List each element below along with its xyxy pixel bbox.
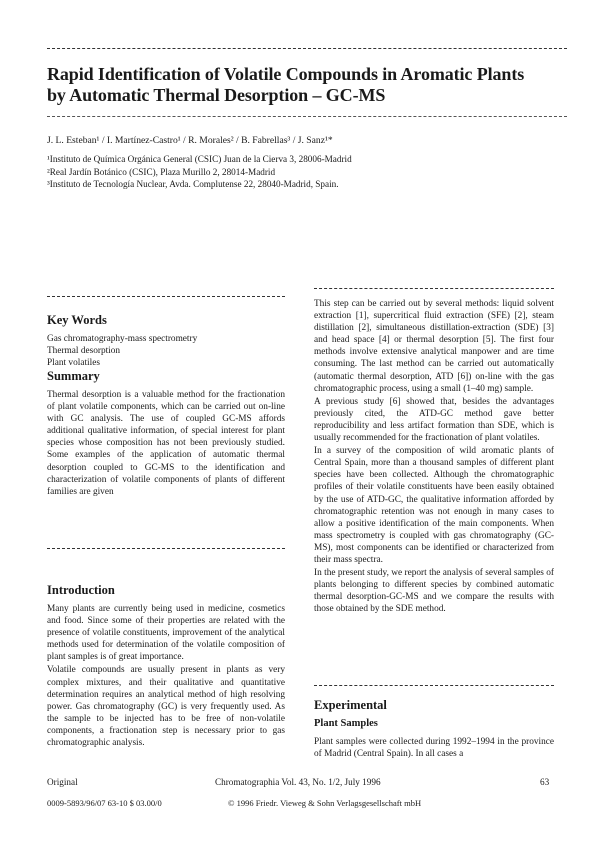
summary-heading: Summary bbox=[47, 369, 100, 383]
introduction-text bbox=[47, 603, 285, 750]
right-paragraph-2: A previous study [6] showed that, besides the advantages previously cited, the ATD-GC method gave better reproducibility and less artifact formation than SDE, which is usually recommended for the fractionation of plant volatiles. bbox=[314, 396, 554, 444]
summary-end-rule bbox=[47, 548, 285, 549]
paper-title bbox=[47, 64, 567, 106]
affiliation-3: ³Instituto de Tecnología Nuclear, Avda. Complutense 22, 28040-Madrid, Spain. bbox=[47, 179, 339, 189]
introduction-paragraph-1: Many plants are currently being used in medicine, cosmetics and food. Since some of their properties are related with the presence of volatile constituents, improvement of the analytical methods used for determination of the volatile composition of plant samples is of great importance. bbox=[47, 604, 285, 663]
affiliation-1: ¹Instituto de Química Orgánica General (CSIC) Juan de la Cierva 3, 28006-Madrid bbox=[47, 154, 352, 164]
introduction-heading: Introduction bbox=[47, 583, 115, 597]
top-rule bbox=[47, 48, 567, 49]
keyword-item: Gas chromatography-mass spectrometry bbox=[47, 334, 198, 344]
keywords-list bbox=[47, 333, 285, 369]
experimental-paragraph: Plant samples were collected during 1992–1994 in the province of Madrid (Central Spain). In all cases a bbox=[314, 737, 554, 760]
right-paragraph-3: In a survey of the composition of wild aromatic plants of Central Spain, more than a thousand samples of different plant species have been collected. Although the chromatographic profiles of their volatile constituents have been easily obtained by the use of ATD-GC, the qualitative information afforded by chromatographic retention was not enough in many cases to allow a positive identification of the main components. When mass spectrometry is coupled with gas chromatography (GC-MS), most components can be identified or characterized from their mass spectra. bbox=[314, 446, 554, 565]
keyword-item: Plant volatiles bbox=[47, 358, 100, 368]
title-line-1: Rapid Identification of Volatile Compounds in Aromatic Plants bbox=[47, 64, 525, 84]
footer-journal: Chromatographia Vol. 43, No. 1/2, July 1996 bbox=[215, 777, 381, 787]
footer-publisher: © 1996 Friedr. Vieweg & Sohn Verlagsgesellschaft mbH bbox=[228, 798, 422, 808]
affiliation-2: ²Real Jardín Botánico (CSIC), Plaza Murillo 2, 28014-Madrid bbox=[47, 167, 276, 177]
title-underline bbox=[47, 116, 567, 117]
summary-paragraph: Thermal desorption is a valuable method for the fractionation of plant volatile components, which can be carried out on-line with GC analysis. The use of coupled GC-MS affords additional qualitative information, of special interest for plant species whose composition has not been previously studied. Some examples of the application of automatic thermal desorption coupled to GC-MS to the identification and characterization of volatile components of plants of different families are given bbox=[47, 390, 285, 497]
experimental-top-rule bbox=[314, 685, 554, 686]
experimental-heading: Experimental bbox=[314, 698, 387, 712]
right-paragraph-1: This step can be carried out by several methods: liquid solvent extraction [1], supercritical fluid extraction (SFE) [2], steam distillation [2], simultaneous distillation-extraction (SDE) [3] and head space [4] or thermal desorption [5]. The first four methods involve extensive analytical manpower and are time consuming. The last method can be carried out automatically (automatic thermal desorption, ATD [6]) on-line with the gas chromatographic process, using a small (1–40 mg) sample. bbox=[314, 299, 554, 394]
left-column-top-rule bbox=[47, 296, 285, 297]
summary-text bbox=[47, 389, 285, 499]
keyword-item: Thermal desorption bbox=[47, 346, 121, 356]
footer-article-type: Original bbox=[47, 777, 78, 787]
author-list: J. L. Esteban¹ / I. Martínez-Castro¹ / R. Morales² / B. Fabrellas³ / J. Sanz¹* bbox=[47, 135, 333, 146]
footer-issn-code: 0009-5893/96/07 63-10 $ 03.00/0 bbox=[47, 798, 162, 808]
right-column-top-rule bbox=[314, 288, 554, 289]
experimental-text bbox=[314, 736, 554, 761]
introduction-paragraph-2: Volatile compounds are usually present in plants as very complex mixtures, and their qualitative and quantitative determination requires an analytical method of high resolving power. Gas chromatography (GC) is very frequently used. As the sample to be injected has to be free of non-volatile components, a fractionation step is necessary prior to gas chromatographic analysis. bbox=[47, 665, 285, 749]
footer-page-number: 63 bbox=[540, 777, 550, 787]
right-paragraph-4: In the present study, we report the analysis of several samples of plants belonging to different species by combined automatic thermal desorption-GC-MS and we compare the results with those obtained by the SDE method. bbox=[314, 568, 554, 615]
keywords-heading: Key Words bbox=[47, 313, 107, 327]
right-column-text bbox=[314, 298, 554, 616]
title-line-2: by Automatic Thermal Desorption – GC-MS bbox=[47, 85, 386, 105]
plant-samples-heading: Plant Samples bbox=[314, 718, 378, 729]
